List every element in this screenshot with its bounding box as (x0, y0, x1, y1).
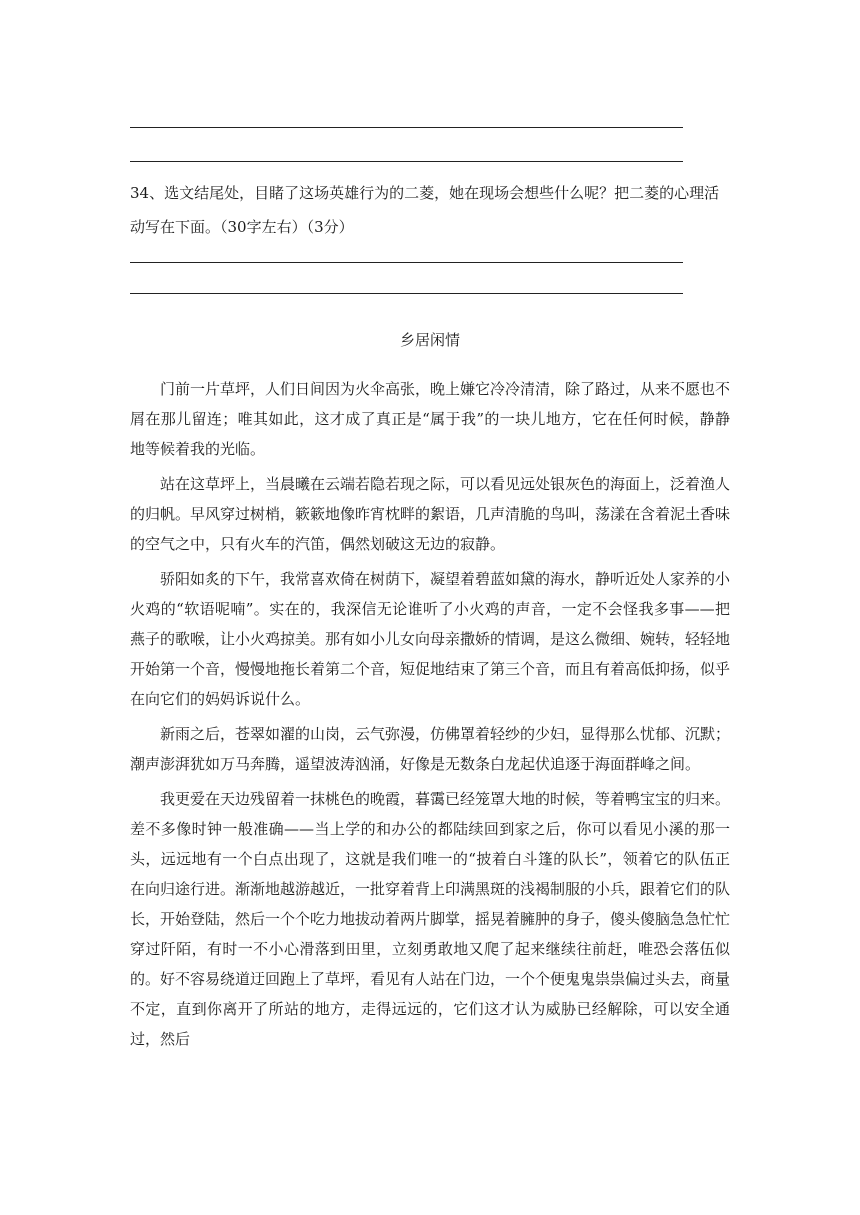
article-paragraph: 站在这草坪上，当晨曦在云端若隐若现之际，可以看见远处银灰色的海面上，泛着渔人的归帆。早风穿过树梢，簌簌地像昨宵枕畔的絮语，几声清脆的鸟叫，荡漾在含着泥土香味的空气之中，只有火车的汽笛，偶然划破这无边的寂静。 (130, 475, 731, 553)
article-paragraph: 骄阳如炙的下午，我常喜欢倚在树荫下，凝望着碧蓝如黛的海水，静听近处人家养的小火鸡的“软语呢喃”。实在的，我深信无论谁听了小火鸡的声音，一定不会怪我多事——把燕子的歌喉，让小火鸡掠美。那有如小儿女向母亲撒娇的情调，是这么微细、婉转，轻轻地开始第一个音，慢慢地拖长着第二个音，短促地结束了第三个音，而且有着高低抑扬，似乎在向它们的妈妈诉说什么。 (130, 570, 731, 708)
article-title: 乡居闲情 (399, 331, 460, 349)
answer-line (130, 262, 683, 263)
question-34: 34、选文结尾处，目睹了这场英雄行为的二菱，她在现场会想些什么呢？把二菱的心理活动写在下面。（30字左右）（3分） (130, 184, 720, 236)
article-paragraph: 我更爱在天边残留着一抹桃色的晚霞，暮霭已经笼罩大地的时候，等着鸭宝宝的归来。差不多像时钟一般准确——当上学的和办公的都陆续回到家之后，你可以看见小溪的那一头，远远地有一个白点出现了，这就是我们唯一的“披着白斗篷的队长”，领着它的队伍正在向归途行进。渐渐地越游越近，一批穿着背上印满黑斑的浅褐制服的小兵，跟着它们的队长，开始登陆，然后一个个吃力地拔动着两片脚掌，摇晃着臃肿的身子，傻头傻脑急急忙忙穿过阡陌，有时一不小心滑落到田里，立刻勇敢地又爬了起来继续往前赶，唯恐会落伍似的。好不容易绕道迂回跑上了草坪，看见有人站在门边，一个个便鬼鬼祟祟偏过头去，商量不定，直到你离开了所站的地方，走得远远的，它们这才认为威胁已经解除，可以安全通过，然后 (130, 790, 731, 1048)
answer-line (130, 161, 683, 162)
article-paragraph: 新雨之后，苍翠如濯的山岗，云气弥漫，仿佛罩着轻纱的少妇，显得那么忧郁、沉默；潮声澎湃犹如万马奔腾，遥望波涛汹涌，好像是无数条白龙起伏追逐于海面群峰之间。 (130, 725, 731, 773)
article-paragraph: 门前一片草坪，人们日间因为火伞高张，晚上嫌它冷冷清清，除了路过，从来不愿也不屑在那儿留连；唯其如此，这才成了真正是“属于我”的一块儿地方，它在任何时候，静静地等候着我的光临。 (130, 380, 731, 458)
answer-line (130, 293, 683, 294)
article-body (130, 374, 730, 1059)
answer-line (130, 127, 683, 128)
